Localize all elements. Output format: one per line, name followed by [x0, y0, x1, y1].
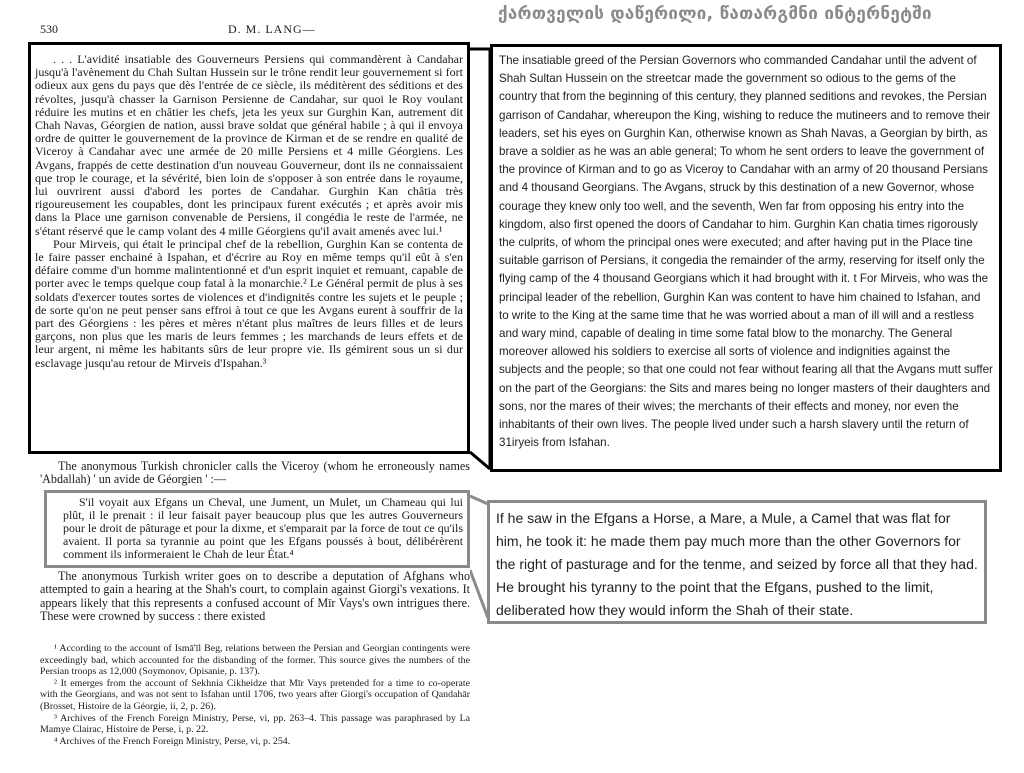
footnote: ¹ According to the account of Ismā'īl Beg, relations between the Persian and Georgian contingents were exceedingly bad, which accounted for the disbanding of the former. This source gives the numbers of the Persian troops as 12,000 (Soymonov, Opisanie, p. 137).	[40, 643, 470, 678]
body-paragraph: The anonymous Turkish writer goes on to describe a deputation of Afghans who attempted to gain a hearing at the Shah's court, to complain against Giorgi's vexations. It appears likely that this represents a confused account of Mīr Vays's own intrigues there. These were crowned by success : there existed	[40, 569, 470, 624]
footnote: ³ Archives of the French Foreign Ministry, Perse, vi, pp. 263–4. This passage was paraphrased by La Mamye Clairac, Histoire de Perse, i, p. 22.	[40, 712, 470, 736]
georgian-title: ქართველის დაწერილი, წათარგმნი ინტერნეტში	[498, 4, 932, 24]
running-author: D. M. LANG—	[228, 22, 316, 36]
footnote: ⁴ Archives of the French Foreign Ministry, Perse, vi, p. 254.	[54, 735, 291, 747]
footnotes	[40, 643, 470, 747]
french-passage-box	[28, 42, 470, 454]
page-number: 530	[40, 22, 58, 36]
french-quote-box: S'il voyait aux Efgans un Cheval, une Jument, un Mulet, un Chameau qui lui plût, il le prenait : il leur faisait payer beaucoup plus que les autres Gouverneurs pour le droit de pâturage et pour la dixme, et s'emparait par la force de tout ce qu'ils avaient. Il porta sa tyrannie au point que les Efgans poussés à bout, délibérèrent comment ils informeraient le Chah de leur État.⁴	[44, 490, 470, 568]
french-paragraph: . . . L'avidité insatiable des Gouverneurs Persiens qui commandèrent à Candahar jusqu'à l'avènement du Chah Sultan Hussein sur le trône rendit leur gouvernement si fort odieux aux gens du pays que dès l'entrée de ce siècle, ils méditèrent des séditions et des révoltes, jusqu'à chasser la Garnison Persienne de Candahar, sur quoi le Roy voulant réduire les mutins et en châtier les chefs, jeta les yeux sur Gurghin Kan, autrement dit Chah Navas, Géorgien de nation, aussi brave soldat que général habile ; à qui il envoya ordre de quitter le gouvernement de la province de Kirman et de se rendre en qualité de Viceroy à Candahar avec une armée de 20 mille Persiens et 4 mille Géorgiens. Les Avgans, frappés de cette destination d'un nouveau Gouverneur, dont ils ne connaissaient que trop le courage, et la sévérité, bien loin de s'opposer à son entrée dans le royaume, lui ouvrirent aussi d'abord les portes de Candahar. Gurghin Kan châtia très rigoureusement les coupables, dont les principaux furent exécutés ; et après avoir mis dans la Place une garnison convenable de Persiens, il congédia le reste de l'armée, ne s'étant réservé que le camp volant des 4 mille Géorgiens qu'il avait amenés avec lui.¹	[35, 52, 463, 238]
french-paragraph: Pour Mirveis, qui était le principal chef de la rebellion, Gurghin Kan se contenta de le faire passer enchainé à Ispahan, et d'écrire au Roy en même temps qu'il eût à s'en défaire comme d'un homme malintentionné et d'un esprit inquiet et remuant, capable de porter avec le temps quelque coup fatal à la monarchie.² Le Général permit de plus à ses soldats d'exercer toutes sortes de violences et d'indignités contre les sujets et le peuple ; de sorte qu'on ne peut penser sans effroi à tout ce que les Avgans eurent à souffrir de la part des Géorgiens : les pères et mères n'étant plus maîtres de leurs filles et de leurs garçons, non plus que les maris de leurs femmes ; les marchands de leurs effets et de leur argent, ni même les habitants sûrs de leur propre vie. Ils gémirent sous un si dur esclavage jusqu'au retour de Mirveis d'Ispahan.³	[35, 236, 463, 370]
footnote: ² It emerges from the account of Sekhnia Cikheidze that Mīr Vays pretended for a time to co-operate with the Georgians, and was not sent to Isfahan until 1706, two years after Giorgi's occupation of Qandahār (Brosset, Histoire de la Géorgie, ii, 2, p. 26).	[40, 677, 470, 712]
body-paragraph: The anonymous Turkish chronicler calls the Viceroy (whom he erroneously names 'Abdallah) ' un avide de Géorgien ' :—	[40, 459, 470, 487]
english-quote-translation-box: If he saw in the Efgans a Horse, a Mare, a Mule, a Camel that was flat for him, he took it: he made them pay much more than the other Governors for the right of pasturage and for the tenme, and seized by force all that they had. He brought his tyranny to the point that the Efgans, pushed to the limit, deliberated how they would inform the Shah of their state.	[487, 500, 987, 624]
english-translation-box: The insatiable greed of the Persian Governors who commanded Candahar until the advent of Shah Sultan Hussein on the streetcar made the government so odious to the gems of the country that from the beginning of this century, they planned seditions and revokes, the Persian garrison of Candahar, whereupon the King, wishing to reduce the mutineers and to remove their leaders, set his eyes on Gurghin Kan, otherwise known as Shah Navas, a Georgian by birth, as brave a soldier as he was an able general; To whom he sent orders to leave the government of the province of Kirman and to go as Viceroy to Candahar with an army of 20 thousand Persians and 4 thousand Georgians. The Avgans, struck by this destination of a new Governor, whose courage they knew only too well, and the seventh, Wen far from opposing his entry into the kingdom, also first opened the doors of Candahar to him. Gurghin Kan chatia times rigorously the culprits, of whom the principal ones were executed; and after having put in the Place tine suitable garrison of Persians, it congedia the remainder of the army, reserving for itself only the flying camp of the 4 thousand Georgians which it had brought with it. t For Mirveis, who was the principal leader of the rebellion, Gurghin Kan was content to have him chained to Isfahan, and to write to the King at the same time that he was worried about a man of ill will and a restless and wary mind, capable of dealing in time some fatal blow to the monarchy. The General moreover allowed his soldiers to exercise all sorts of violence and indignities against the subjects and the people; so that one could not fear without fearing all that the Avgans mutt suffer on the part of the Georgians: the Sits and mares being no longer masters of their daughters and sons, nor the mares of their wives; the merchants of their effects and money, nor even the inhabitants of their own lives. The people lived under such a harsh slavery until the return of 31iryeis from Isfahan.	[490, 44, 1002, 472]
